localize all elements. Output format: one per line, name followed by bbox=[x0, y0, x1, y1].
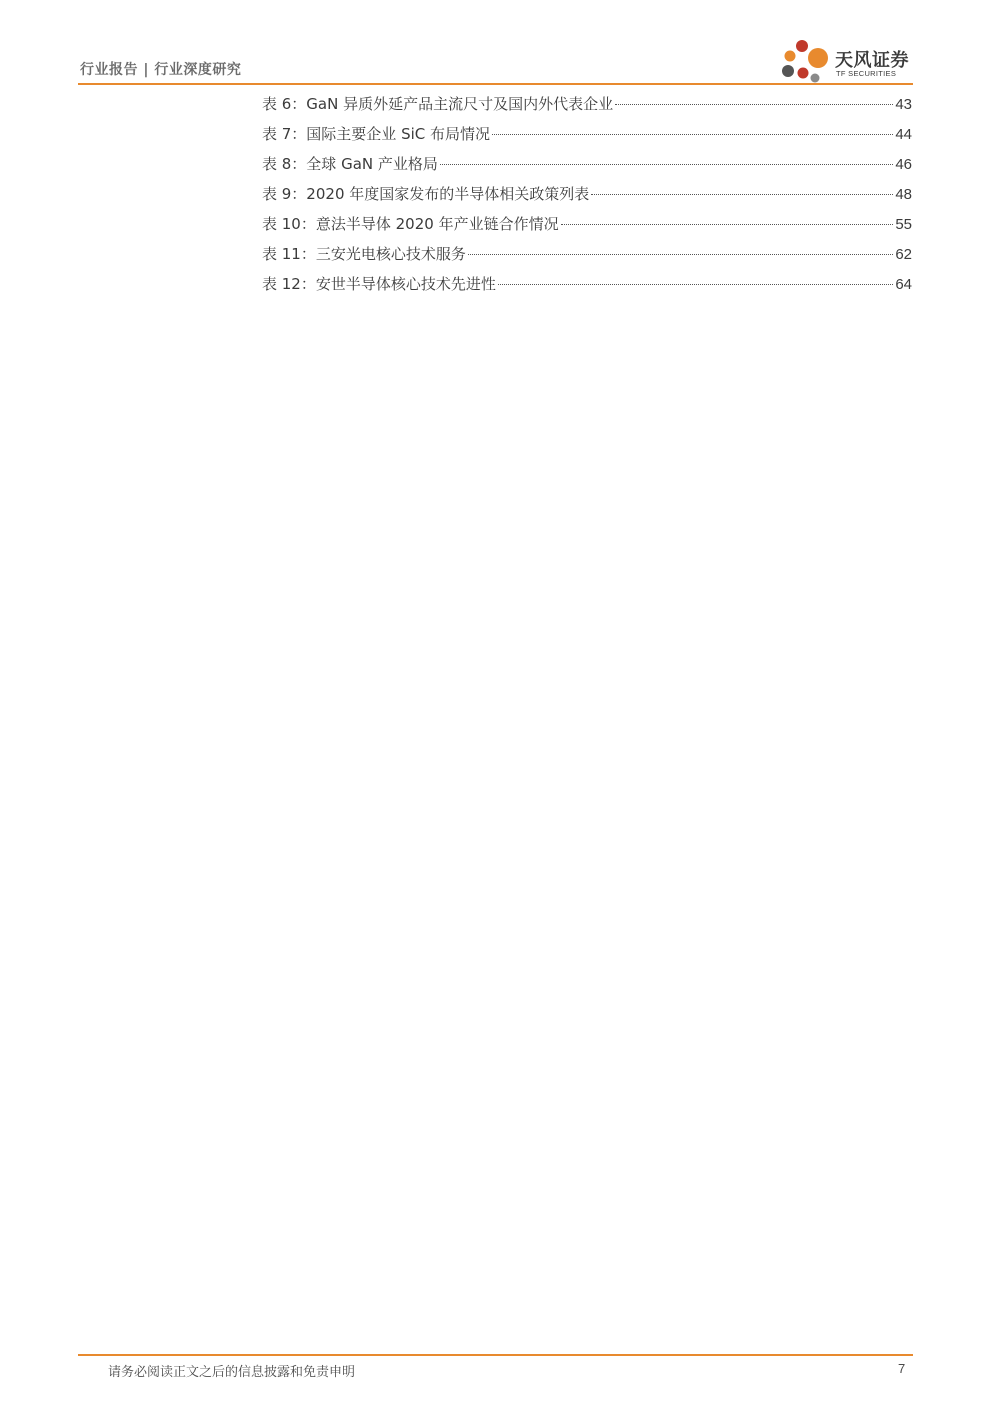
toc-entry-page: 46 bbox=[895, 156, 912, 173]
toc-leader-dots bbox=[561, 224, 894, 225]
toc-entry-page: 48 bbox=[895, 186, 912, 203]
toc-entry-label: 表 12：安世半导体核心技术先进性 bbox=[262, 275, 496, 293]
toc-entry[interactable] bbox=[262, 183, 912, 213]
toc-entry[interactable] bbox=[262, 123, 912, 153]
flower-logo-icon bbox=[778, 36, 834, 84]
toc-entry[interactable] bbox=[262, 213, 912, 243]
toc-entry[interactable] bbox=[262, 273, 912, 303]
toc-leader-dots bbox=[468, 254, 893, 255]
footer-divider bbox=[78, 1354, 913, 1356]
toc-entry-label: 表 7：国际主要企业 SiC 布局情况 bbox=[262, 125, 491, 143]
tf-securities-logo bbox=[778, 36, 918, 84]
header-divider bbox=[78, 83, 913, 85]
toc-leader-dots bbox=[440, 164, 893, 165]
toc-entry-page: 64 bbox=[895, 276, 912, 293]
toc-entry-page: 43 bbox=[895, 96, 912, 113]
logo-english-name: TF SECURITIES bbox=[836, 69, 897, 78]
page-header bbox=[78, 36, 913, 84]
toc-leader-dots bbox=[615, 104, 893, 105]
logo-chinese-name: 天风证券 bbox=[835, 50, 909, 71]
toc-entry[interactable] bbox=[262, 93, 912, 123]
toc-entry-label: 表 9：2020 年度国家发布的半导体相关政策列表 bbox=[262, 185, 590, 203]
toc-entry-page: 44 bbox=[895, 126, 912, 143]
footer-disclaimer: 请务必阅读正文之后的信息披露和免责申明 bbox=[108, 1365, 356, 1380]
toc-entry[interactable] bbox=[262, 153, 912, 183]
toc-entry-page: 55 bbox=[895, 216, 912, 233]
toc-entry-page: 62 bbox=[895, 246, 912, 263]
toc-entry-label: 表 11：三安光电核心技术服务 bbox=[262, 245, 466, 263]
toc-entry[interactable] bbox=[262, 243, 912, 273]
toc-leader-dots bbox=[591, 194, 893, 195]
toc-entry-label: 表 8：全球 GaN 产业格局 bbox=[262, 155, 438, 173]
report-type-title: 行业报告 | 行业深度研究 bbox=[80, 62, 242, 78]
toc-entry-label: 表 6：GaN 异质外延产品主流尺寸及国内外代表企业 bbox=[262, 95, 614, 113]
page-number: 7 bbox=[898, 1361, 906, 1376]
toc-entry-label: 表 10：意法半导体 2020 年产业链合作情况 bbox=[262, 215, 559, 233]
toc-leader-dots bbox=[492, 134, 893, 135]
toc-leader-dots bbox=[498, 284, 893, 285]
table-of-contents bbox=[262, 93, 912, 303]
